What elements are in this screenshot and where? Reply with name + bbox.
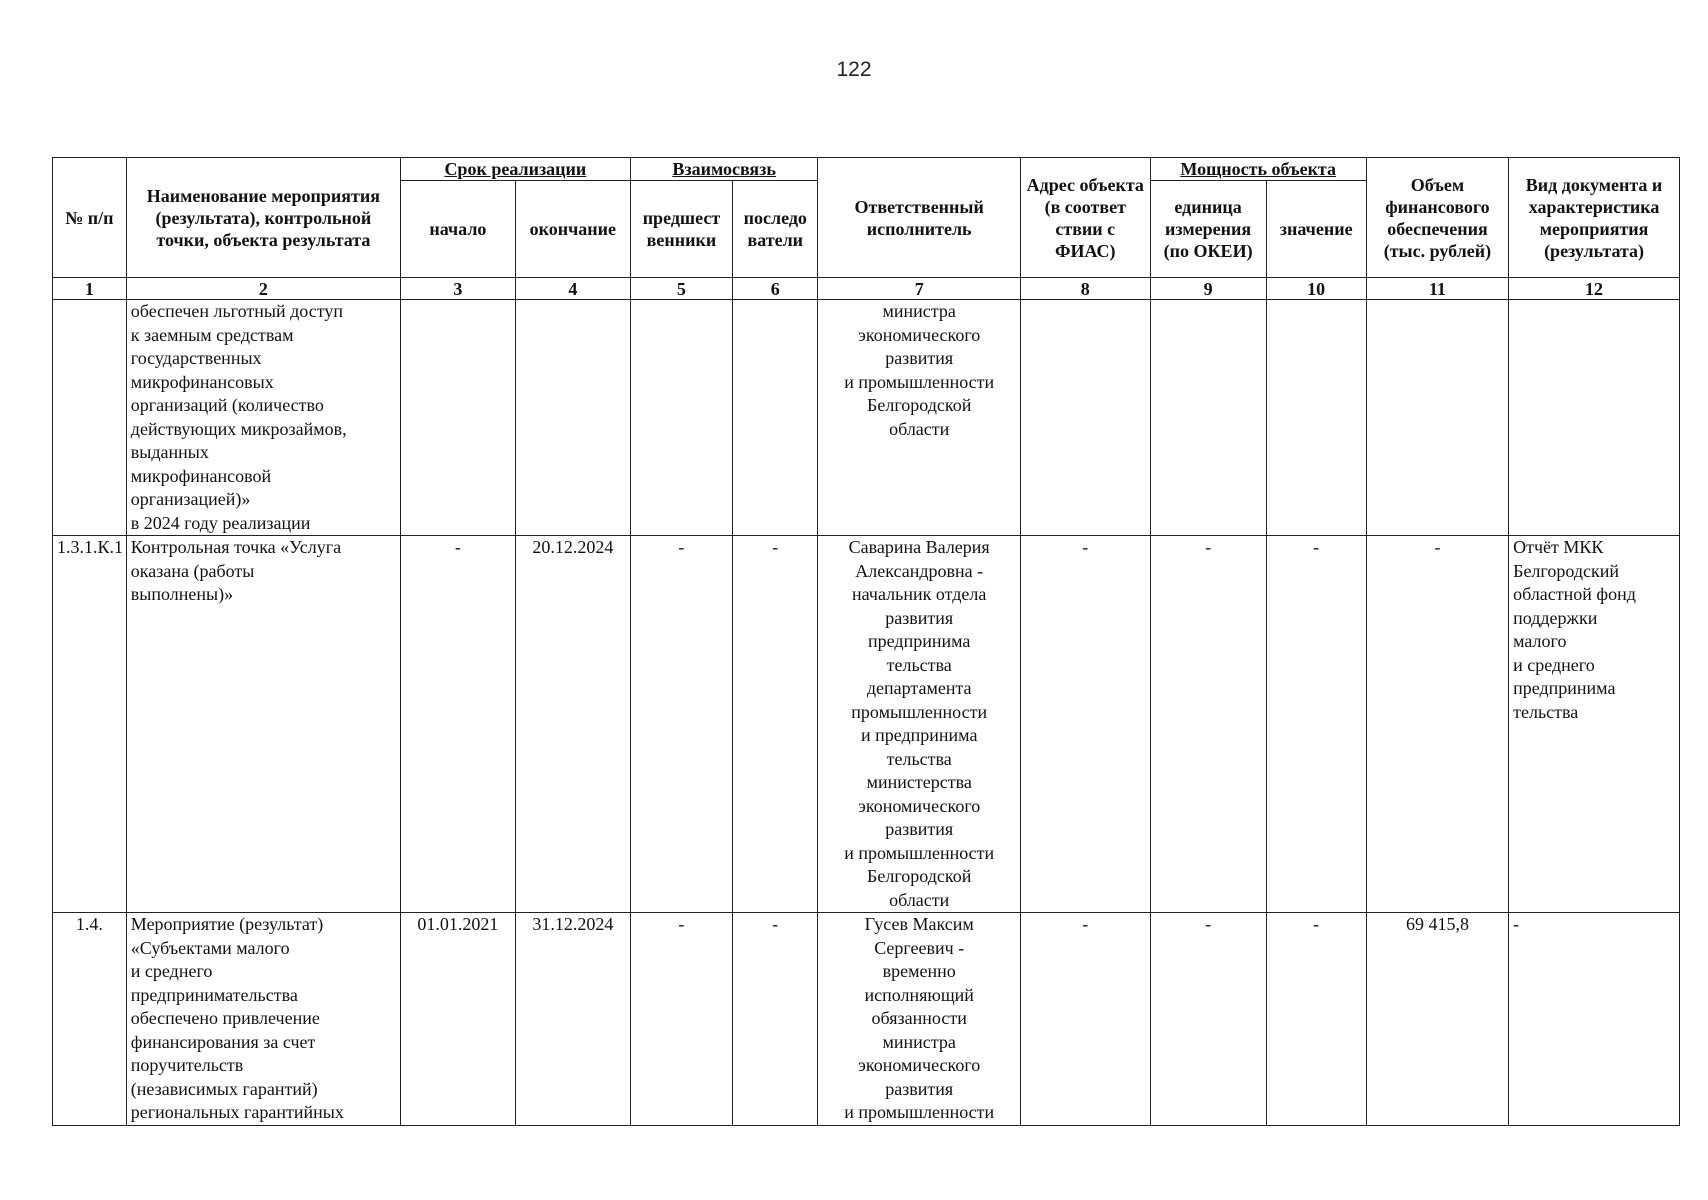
column-number: 8 [1020, 278, 1150, 300]
cell-text-line: и среднего [1513, 654, 1595, 675]
row-number: 1.4. [53, 913, 127, 1126]
row-address [1020, 300, 1150, 536]
cell-text-line: временно [882, 961, 956, 981]
table-row [53, 536, 1680, 913]
cell-text-line: Саварина Валерия [848, 537, 990, 557]
row-doc-type [1509, 300, 1680, 536]
header-name: Наименование мероприятия (результата), контрольной точки, объекта результата [126, 158, 400, 278]
cell-text-line: организацией)» [130, 489, 251, 509]
column-number: 7 [818, 278, 1020, 300]
row-end: 20.12.2024 [515, 536, 630, 913]
cell-text-line: Отчёт МКК [1513, 537, 1604, 557]
row-unit: - [1150, 536, 1266, 913]
cell-text-line: Белгородской [867, 395, 972, 415]
cell-text-line: Контрольная точка «Услуга [130, 537, 342, 557]
cell-text-line: предпринима [1513, 678, 1616, 698]
cell-text-line: промышленности [851, 701, 988, 722]
cell-text-line: областной фонд [1513, 584, 1636, 604]
column-number: 4 [515, 278, 630, 300]
cell-text-line: - [1513, 914, 1520, 934]
row-unit [1150, 300, 1266, 536]
cell-text-line: департамента [866, 678, 972, 698]
header-end: окончание [515, 181, 630, 278]
row-end [515, 300, 630, 536]
row-finance: 69 415,8 [1366, 913, 1508, 1126]
header-successors: последо ватели [733, 181, 818, 278]
cell-text-line: министра [882, 301, 956, 321]
cell-text-line: развития [885, 348, 954, 368]
cell-text-line: и промышленности [844, 1102, 995, 1122]
cell-text-line: Белгородский [1513, 560, 1619, 581]
cell-text-line: и предпринима [860, 725, 978, 745]
cell-text-line: (независимых гарантий) [130, 1078, 318, 1099]
cell-text-line: начальник отдела [852, 584, 987, 604]
cell-text-line: экономического [858, 795, 981, 816]
cell-text-line: оказана (работы [130, 560, 255, 581]
column-number: 3 [400, 278, 515, 300]
activity-table [52, 157, 1680, 1126]
cell-text-line: Мероприятие (результат) [130, 914, 324, 934]
cell-text-line: обеспечен льготный доступ [130, 301, 343, 321]
column-number: 10 [1266, 278, 1366, 300]
cell-text-line: и промышленности [844, 842, 995, 863]
cell-text-line: региональных гарантийных [130, 1102, 344, 1122]
column-number: 11 [1366, 278, 1508, 300]
column-number: 5 [630, 278, 732, 300]
cell-text-line: обеспечено привлечение [130, 1008, 320, 1028]
row-predecessors: - [630, 536, 732, 913]
column-number: 9 [1150, 278, 1266, 300]
row-value: - [1266, 536, 1366, 913]
table-row [53, 913, 1680, 1126]
cell-text-line: государственных [130, 348, 262, 368]
column-number: 6 [733, 278, 818, 300]
row-successors: - [733, 536, 818, 913]
row-doc-type [1509, 536, 1680, 913]
row-number [53, 300, 127, 536]
header-unit: единица измерения (по ОКЕИ) [1150, 181, 1266, 278]
row-name [126, 913, 400, 1126]
row-address: - [1020, 913, 1150, 1126]
cell-text-line: в 2024 году реализации [130, 512, 311, 533]
row-value: - [1266, 913, 1366, 1126]
cell-text-line: развития [885, 819, 954, 839]
header-value: значение [1266, 181, 1366, 278]
cell-text-line: развития [885, 1078, 954, 1099]
header-start: начало [400, 181, 515, 278]
header-address: Адрес объекта (в соответ ствии с ФИАС) [1020, 158, 1150, 278]
row-value [1266, 300, 1366, 536]
cell-text-line: области [889, 418, 950, 439]
cell-text-line: обязанности [871, 1008, 967, 1028]
cell-text-line: исполняющий [864, 984, 974, 1005]
row-start: - [400, 536, 515, 913]
cell-text-line: микрофинансовой [130, 465, 272, 486]
cell-text-line: предпринимательства [130, 984, 298, 1005]
cell-text-line: Александровна - [855, 560, 984, 581]
row-doc-type [1509, 913, 1680, 1126]
cell-text-line: действующих микрозаймов, [130, 418, 347, 439]
cell-text-line: области [889, 889, 950, 910]
row-address: - [1020, 536, 1150, 913]
header-power-group: Мощность объекта [1150, 158, 1366, 181]
row-successors: - [733, 913, 818, 1126]
row-responsible [818, 536, 1020, 913]
cell-text-line: тельства [886, 654, 952, 675]
cell-text-line: тельства [886, 748, 952, 769]
header-link-group: Взаимосвязь [630, 158, 818, 181]
header-finance: Объем финансового обеспечения (тыс. рублей) [1366, 158, 1508, 278]
table-row [53, 300, 1680, 536]
cell-text-line: выданных [130, 442, 209, 462]
cell-text-line: министерства [866, 772, 972, 792]
cell-text-line: Сергеевич - [874, 937, 965, 958]
row-name [126, 536, 400, 913]
cell-text-line: экономического [858, 324, 981, 345]
column-number: 1 [53, 278, 127, 300]
cell-text-line: предпринима [868, 631, 971, 651]
row-start: 01.01.2021 [400, 913, 515, 1126]
row-start [400, 300, 515, 536]
header-predecessors: предшест венники [630, 181, 732, 278]
cell-text-line: Белгородской [867, 866, 972, 886]
cell-text-line: поддержки [1513, 607, 1598, 628]
cell-text-line: малого [1513, 631, 1567, 651]
header-number: № п/п [53, 158, 127, 278]
cell-text-line: министра [882, 1031, 956, 1052]
cell-text-line: тельства [1513, 701, 1579, 722]
row-successors [733, 300, 818, 536]
cell-text-line: «Субъектами малого [130, 937, 290, 958]
cell-text-line: выполнены)» [130, 584, 234, 604]
header-term-group: Срок реализации [400, 158, 630, 181]
cell-text-line: Гусев Максим [864, 914, 974, 934]
cell-text-line: финансирования за счет [130, 1031, 316, 1052]
page-number: 122 [836, 58, 872, 81]
row-responsible [818, 300, 1020, 536]
row-finance [1366, 300, 1508, 536]
cell-text-line: и промышленности [844, 371, 995, 392]
cell-text-line: поручительств [130, 1055, 244, 1075]
column-number: 2 [126, 278, 400, 300]
row-unit: - [1150, 913, 1266, 1126]
header-doc-type: Вид документа и характеристика мероприятия (результата) [1509, 158, 1680, 278]
row-end: 31.12.2024 [515, 913, 630, 1126]
cell-text-line: организаций (количество [130, 395, 324, 415]
row-name [126, 300, 400, 536]
row-responsible [818, 913, 1020, 1126]
row-number: 1.3.1.К.1 [53, 536, 127, 913]
row-predecessors [630, 300, 732, 536]
column-number: 12 [1509, 278, 1680, 300]
cell-text-line: развития [885, 607, 954, 628]
header-responsible: Ответственный исполнитель [818, 158, 1020, 278]
row-predecessors: - [630, 913, 732, 1126]
cell-text-line: экономического [858, 1055, 981, 1075]
cell-text-line: к заемным средствам [130, 324, 294, 345]
cell-text-line: и среднего [130, 961, 213, 981]
cell-text-line: микрофинансовых [130, 371, 274, 392]
row-finance: - [1366, 536, 1508, 913]
